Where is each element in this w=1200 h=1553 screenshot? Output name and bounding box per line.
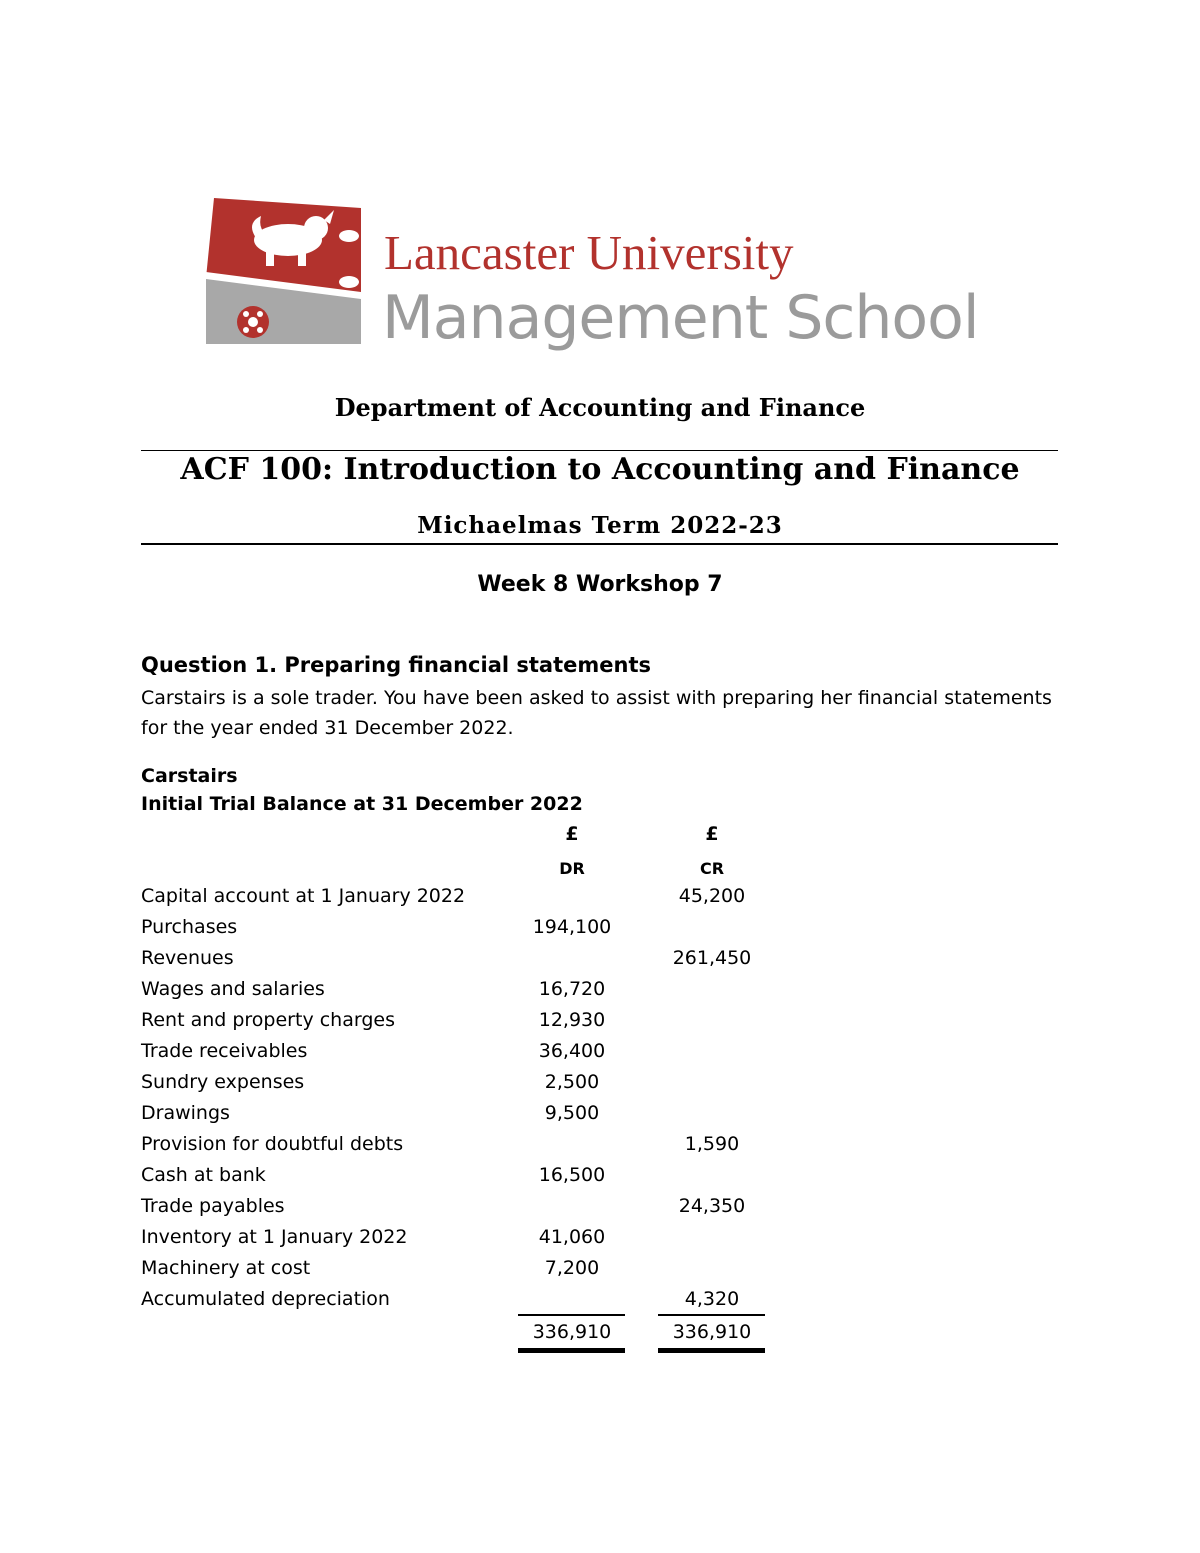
table-row — [0, 1071, 1200, 1102]
row-dr-value: 16,500 — [538, 1164, 606, 1186]
cr-total-double-rule — [658, 1348, 765, 1353]
row-label: Provision for doubtful debts — [141, 1133, 404, 1155]
dr-column-header: DR — [559, 859, 585, 878]
table-row — [0, 885, 1200, 916]
row-label: Accumulated depreciation — [141, 1288, 390, 1310]
row-dr-value: 16,720 — [538, 978, 606, 1000]
row-label: Drawings — [141, 1102, 230, 1124]
dr-total-double-rule — [518, 1348, 625, 1353]
term-title: Michaelmas Term 2022-23 — [417, 512, 783, 539]
header-divider-bottom — [141, 543, 1058, 545]
row-dr-value: 2,500 — [544, 1071, 600, 1093]
row-dr-value: 12,930 — [538, 1009, 606, 1031]
logo-university-name: Lancaster University — [384, 225, 794, 280]
row-label: Wages and salaries — [141, 978, 325, 1000]
workshop-title: Week 8 Workshop 7 — [477, 572, 723, 597]
question-title: Question 1. Preparing financial statements — [141, 653, 651, 677]
row-label: Trade payables — [141, 1195, 285, 1217]
row-cr-value: 4,320 — [684, 1288, 740, 1310]
lancaster-management-school-logo — [206, 198, 1006, 368]
row-cr-value: 1,590 — [684, 1133, 740, 1155]
row-cr-value: 24,350 — [678, 1195, 746, 1217]
cr-column-header: CR — [699, 859, 725, 878]
table-row — [0, 1040, 1200, 1071]
table-row — [0, 1102, 1200, 1133]
row-dr-value: 7,200 — [544, 1257, 600, 1279]
row-cr-value: 261,450 — [672, 947, 752, 969]
dr-subtotal-rule — [518, 1314, 625, 1316]
table-row — [0, 947, 1200, 978]
row-label: Capital account at 1 January 2022 — [141, 885, 466, 907]
row-label: Purchases — [141, 916, 238, 938]
total-dr: 336,910 — [532, 1321, 612, 1343]
course-title: ACF 100: Introduction to Accounting and Finance — [180, 452, 1020, 487]
row-label: Rent and property charges — [141, 1009, 395, 1031]
department-title: Department of Accounting and Finance — [334, 393, 866, 422]
table-row — [0, 1195, 1200, 1226]
table-row — [0, 1164, 1200, 1195]
row-label: Sundry expenses — [141, 1071, 305, 1093]
row-dr-value: 36,400 — [538, 1040, 606, 1062]
row-cr-value: 45,200 — [678, 885, 746, 907]
row-label: Cash at bank — [141, 1164, 266, 1186]
total-cr: 336,910 — [672, 1321, 752, 1343]
company-name: Carstairs — [141, 765, 238, 787]
row-label: Inventory at 1 January 2022 — [141, 1226, 408, 1248]
row-label: Machinery at cost — [141, 1257, 311, 1279]
table-row — [0, 916, 1200, 947]
header-divider-top — [141, 450, 1058, 451]
row-label: Revenues — [141, 947, 234, 969]
table-row — [0, 978, 1200, 1009]
row-dr-value: 9,500 — [544, 1102, 600, 1124]
dr-currency-header: £ — [565, 823, 579, 845]
cr-currency-header: £ — [705, 823, 719, 845]
row-label: Trade receivables — [141, 1040, 308, 1062]
crest-icon — [206, 198, 366, 348]
trial-balance-title: Initial Trial Balance at 31 December 2022 — [141, 793, 583, 815]
row-dr-value: 41,060 — [538, 1226, 606, 1248]
table-row — [0, 1133, 1200, 1164]
row-dr-value: 194,100 — [532, 916, 612, 938]
logo-school-name: Management School — [382, 283, 979, 353]
question-body: Carstairs is a sole trader. You have been asked to assist with preparing her financial statements for the year ended 31 December 2022. — [141, 687, 1052, 739]
table-row — [0, 1226, 1200, 1257]
table-row — [0, 1257, 1200, 1288]
cr-subtotal-rule — [658, 1314, 765, 1316]
table-row — [0, 1009, 1200, 1040]
